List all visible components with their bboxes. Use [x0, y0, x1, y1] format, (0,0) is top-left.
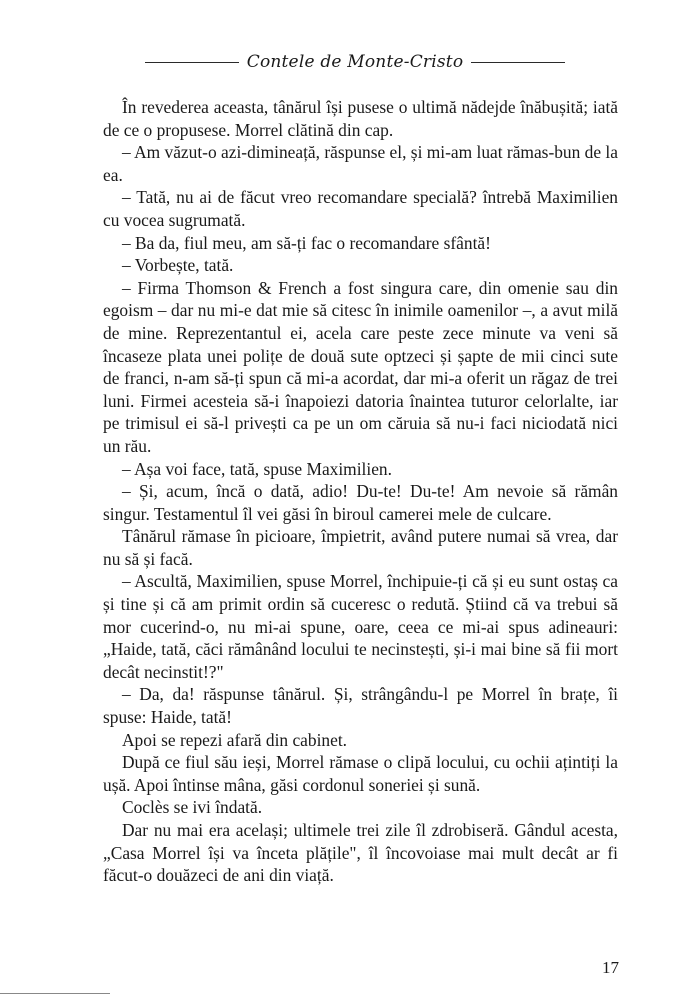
page-number: 17	[602, 958, 619, 977]
paragraph: Tânărul rămase în picioare, împietrit, având putere numai să vrea, dar nu să și facă.	[103, 526, 618, 569]
running-title: Contele de Monte-Cristo	[246, 52, 464, 72]
paragraph: – Da, da! răspunse tânărul. Și, strângându-l pe Morrel în brațe, îi spuse: Haide, tată!	[103, 684, 618, 728]
paragraph: După ce fiul său ieși, Morrel rămase o clipă locului, cu ochii ațintiți la ușă. Apoi întinse mâna, găsi cordonul soneriei și sună.	[103, 752, 618, 795]
paragraph: Coclès se ivi îndată.	[122, 797, 263, 818]
paragraph: – Vorbește, tată.	[122, 255, 234, 276]
paragraph: – Ascultă, Maximilien, spuse Morrel, închipuie-ți că și eu sunt ostaș ca și tine și că am primit ordin să cuceresc o redută. Știind că va trebui să mor cucerind-o, nu mi-ai spune, oare, ceea ce mi-ai spus adineauri: „Haide, tată, căci rămânând locului te necinstești, și-i mai bine să fii mort decât necinstit!?"	[103, 571, 618, 682]
paragraph: Dar nu mai era același; ultimele trei zile îl zdrobiseră. Gândul acesta, „Casa Morrel își va înceta plățile", îl încovoiase mai mult decât ar fi făcut-o douăzeci de ani din viață.	[103, 820, 618, 886]
paragraph: În revederea aceasta, tânărul își pusese o ultimă nădejde înăbușită; iată de ce o propusese. Morrel clătină din cap.	[103, 97, 618, 140]
paragraph: – Ba da, fiul meu, am să-ți fac o recomandare sfântă!	[122, 232, 491, 253]
paragraph: – Așa voi face, tată, spuse Maximilien.	[122, 458, 392, 479]
header-rule-right	[471, 62, 565, 63]
page-body	[103, 96, 618, 887]
paragraph: – Și, acum, încă o dată, adio! Du-te! Du-te! Am nevoie să rămân singur. Testamentul îl vei găsi în biroul camerei mele de culcare.	[103, 481, 618, 524]
header-rule-left	[145, 62, 239, 63]
paragraph: – Am văzut-o azi-dimineață, răspunse el, și mi-am luat rămas-bun de la ea.	[103, 142, 618, 185]
paragraph: Apoi se repezi afară din cabinet.	[122, 729, 347, 750]
bottom-edge-rule	[0, 993, 110, 994]
paragraph: – Firma Thomson & French a fost singura care, din omenie sau din egoism – dar nu mi-e dat mie să citesc în inimile oamenilor –, a avut milă de mine. Reprezentantul ei, acela care peste zece minute va veni să încaseze plata unei polițe de două sute optzeci și șapte de mii cinci sute de franci, n-am să-ți spun că mi-a acordat, dar mi-a oferit un răgaz de trei luni. Firmei acesteia să-i înapoiezi datoria înaintea tuturor celorlalte, iar pe trimisul ei să-l privești ca pe un om căruia să nu-i faci niciodată nici un rău.	[103, 277, 618, 456]
paragraph: – Tată, nu ai de făcut vreo recomandare specială? întrebă Maximilien cu vocea sugrumată.	[103, 187, 618, 230]
running-header	[105, 52, 615, 72]
